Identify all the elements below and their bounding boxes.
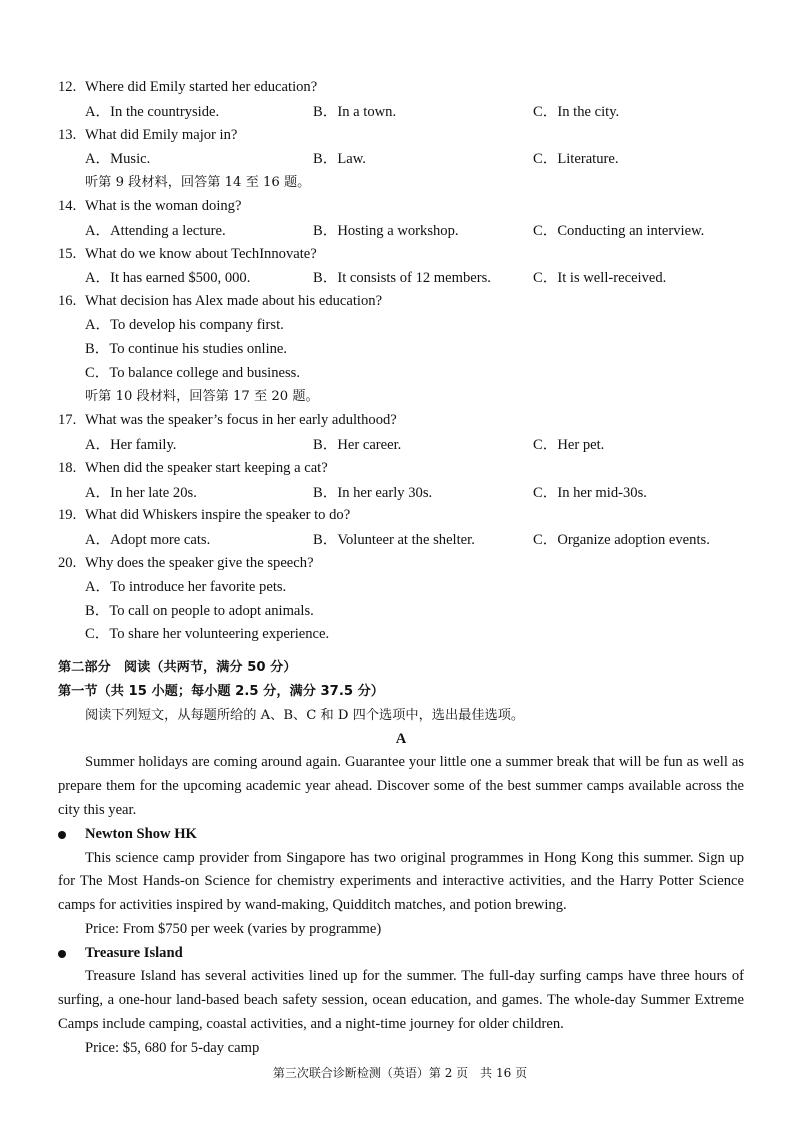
question-number: 15. [58, 245, 77, 262]
question-text: What did Emily major in? [85, 126, 238, 143]
answer-option: B．It consists of 12 members. [313, 270, 491, 287]
option-row [58, 266, 744, 290]
question-number: 19. [58, 507, 77, 524]
passage-intro: Summer holidays are coming around again. Guarantee your little one a summer break that will be fun as well as prepare them for the upcoming academic year ahead. Discover some of the best summer camps available across the city this year. [58, 754, 744, 818]
page-footer: 第三次联合诊断检测（英语）第 2 页 共 16 页 [272, 1066, 528, 1080]
question-stem [58, 124, 744, 148]
instruction: 阅读下列短文，从每题所给的 A、B、C 和 D 四个选项中，选出最佳选项。 [85, 707, 525, 723]
answer-option: C．In the city. [533, 103, 620, 120]
answer-option: A．In the countryside. [85, 103, 220, 120]
option-row [58, 481, 744, 505]
question-number: 14. [58, 197, 77, 214]
answer-option: A．To develop his company first. [85, 316, 284, 333]
option-row [58, 528, 744, 552]
camp-price: Price: From $750 per week (varies by programme) [85, 920, 382, 937]
option-row [58, 147, 744, 171]
section-note: 听第 9 段材料，回答第 14 至 16 题。 [85, 175, 311, 191]
question-stem [58, 243, 744, 267]
question-stem [58, 457, 744, 481]
question-text: Why does the speaker give the speech? [85, 554, 314, 571]
option-row [58, 100, 744, 124]
question-stem [58, 195, 744, 219]
question-text: Where did Emily started her education? [85, 79, 318, 95]
question-text: What do we know about TechInnovate? [85, 245, 317, 262]
answer-option: C．To share her volunteering experience. [85, 626, 330, 643]
answer-option: B．Law. [313, 151, 366, 168]
question-stem [58, 504, 744, 528]
answer-option: B．To continue his studies online. [85, 340, 288, 357]
question-stem [58, 290, 744, 314]
camp-heading [58, 942, 744, 966]
question-text: When did the speaker start keeping a cat? [85, 459, 328, 476]
question-number: 17. [58, 412, 77, 429]
answer-option: A．Attending a lecture. [85, 222, 226, 239]
option-row [58, 219, 744, 243]
answer-option: A．Her family. [85, 436, 177, 453]
camp-heading [58, 823, 744, 847]
answer-option: B．Her career. [313, 436, 402, 453]
camp-description: Treasure Island has several activities lined up for the summer. The full-day surfing camps have three hours of surfing, a one-hour land-based beach safety session, ocean education, and games. The whole-day Summer Extreme Camps include camping, coastal activities, and a night-time journey for older children. [58, 968, 744, 1033]
listening-questions [58, 76, 744, 647]
answer-option: A．To introduce her favorite pets. [85, 578, 287, 595]
answer-option: B．Hosting a workshop. [313, 222, 459, 239]
camp-list [58, 823, 744, 1061]
answer-option: C．Conducting an interview. [533, 222, 705, 239]
answer-option: A．In her late 20s. [85, 484, 197, 501]
question-number: 16. [58, 293, 77, 310]
question-text: What did Whiskers inspire the speaker to do? [85, 507, 351, 524]
answer-option: B．Volunteer at the shelter. [313, 532, 475, 549]
question-text: What decision has Alex made about his education? [85, 293, 383, 310]
camp-name: Treasure Island [85, 944, 183, 961]
exam-page [58, 76, 744, 1061]
answer-option: C．Organize adoption events. [533, 532, 710, 549]
answer-option: A．Adopt more cats. [85, 532, 211, 549]
question-text: What was the speaker’s focus in her early adulthood? [85, 412, 397, 429]
question-stem [58, 552, 744, 576]
answer-option: B．In a town. [313, 103, 397, 120]
question-number: 20. [58, 554, 77, 571]
question-stem [58, 409, 744, 433]
answer-option: A．Music. [85, 151, 151, 168]
answer-option: C．In her mid-30s. [533, 484, 647, 501]
answer-option: A．It has earned $500, 000. [85, 270, 251, 287]
answer-option: C．Her pet. [533, 436, 605, 453]
question-text: What is the woman doing? [85, 197, 242, 214]
answer-option: C．It is well-received. [533, 270, 667, 287]
question-stem [58, 76, 744, 100]
bullet-icon [58, 831, 66, 839]
part-title: 第二部分 阅读（共两节，满分 50 分） [58, 660, 297, 676]
passage-label: A [395, 730, 407, 747]
bullet-icon [58, 950, 66, 958]
section-title: 第一节（共 15 小题；每小题 2.5 分，满分 37.5 分） [58, 683, 384, 699]
camp-description: This science camp provider from Singapore has two original programmes in Hong Kong this summer. Sign up for The Most Hands-on Science for chemistry experiments and interactive activities, and the Harry Potter Science camps for activities inspired by wand-making, Quidditch matches, and potion brewing. [58, 849, 744, 914]
answer-option: B．In her early 30s. [313, 484, 433, 501]
question-number: 12. [58, 79, 77, 95]
answer-option: C．To balance college and business. [85, 364, 300, 381]
question-number: 18. [58, 459, 77, 476]
option-row [58, 433, 744, 457]
camp-name: Newton Show HK [85, 825, 197, 842]
camp-price: Price: $5, 680 for 5-day camp [85, 1039, 260, 1056]
question-number: 13. [58, 126, 77, 143]
answer-option: C．Literature. [533, 151, 619, 168]
answer-option: B．To call on people to adopt animals. [85, 602, 314, 619]
section-note: 听第 10 段材料，回答第 17 至 20 题。 [85, 389, 319, 405]
